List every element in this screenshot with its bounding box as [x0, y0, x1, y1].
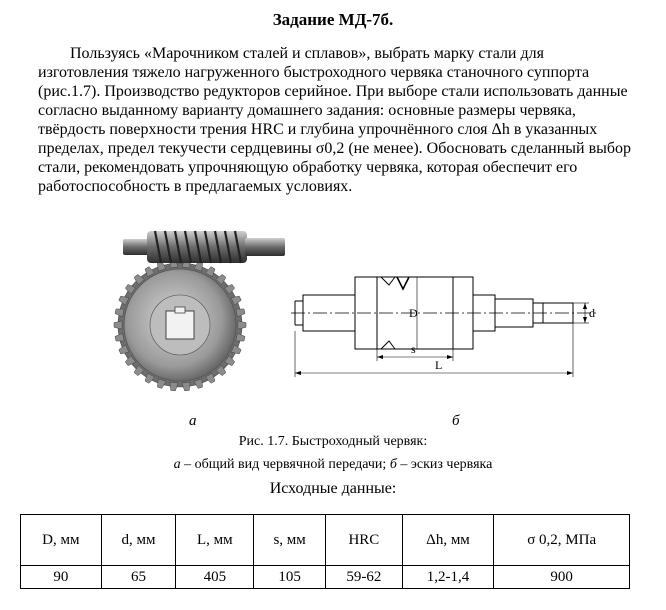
caption-a-letter: а: [173, 457, 181, 472]
table-row: [21, 566, 630, 589]
dim-d-label: d: [589, 306, 595, 320]
worm-shaft: [123, 231, 285, 263]
table-cell: 59-62: [326, 566, 403, 589]
figure-caption-line1: Рис. 1.7. Быстроходный червяк:: [238, 434, 428, 449]
table-header-cell: L, мм: [176, 515, 254, 566]
table-cell: 65: [101, 566, 176, 589]
gear-tooth: [115, 309, 124, 317]
table-header-cell: s, мм: [254, 515, 326, 566]
caption-a-text: – общий вид червячной передачи;: [180, 457, 390, 472]
caption-b-text: – эскиз червяка: [396, 457, 493, 472]
figure: [105, 225, 605, 429]
figure-caption-line2: [0, 457, 666, 473]
table-header-cell: HRC: [326, 515, 403, 566]
source-data-table: [20, 514, 630, 589]
table-header-row: [21, 515, 630, 566]
dim-L-label: L: [435, 358, 443, 372]
table-cell: 900: [494, 566, 630, 589]
table-cell: 90: [21, 566, 102, 589]
dim-s-label: s: [411, 342, 416, 356]
dim-D-label: D: [409, 306, 418, 320]
worm-sketch: [285, 233, 605, 403]
gear-tooth: [238, 321, 246, 329]
table-cell: 105: [254, 566, 326, 589]
source-data-heading: Исходные данные:: [269, 480, 397, 497]
table-cell: 1,2-1,4: [402, 566, 494, 589]
table-header-cell: Δh, мм: [402, 515, 494, 566]
table-header-cell: σ 0,2, МПа: [494, 515, 630, 566]
table-cell: 405: [176, 566, 254, 589]
gear-tooth: [182, 382, 190, 391]
caption-b-letter: б: [389, 457, 397, 472]
task-paragraph: Пользуясь «Марочником сталей и сплавов», выбрать марку стали для изготовления тяжело нагруженного быстроходного червяка станочного суппорта (рис.1.7). Производство редукторов серийное. При выборе стали использовать данные согласно выданному варианту домашнего задания: основные размеры червяка, твёрдость поверхности трения HRC и глубина упрочнённого слоя Δh в указанных пределах, предел текучести сердцевины σ0,2 (не менее). Обосновать сделанный выбор стали, рекомендовать упрочняющую обработку червяка, которая обеспечит его работоспособность в предлагаемых условиях.: [38, 45, 632, 195]
gear-tooth: [115, 333, 124, 341]
table-header-cell: d, мм: [101, 515, 176, 566]
gear-tooth: [170, 382, 178, 391]
figure-label-b: б: [452, 413, 460, 429]
table-header-cell: D, мм: [21, 515, 102, 566]
gear-tooth: [236, 309, 245, 317]
figure-label-a: а: [189, 413, 197, 429]
worm-gear-illustration: [105, 225, 305, 395]
gear-tooth: [114, 321, 122, 329]
gear-tooth: [236, 333, 245, 341]
page-title: Задание МД-7б.: [272, 10, 394, 29]
